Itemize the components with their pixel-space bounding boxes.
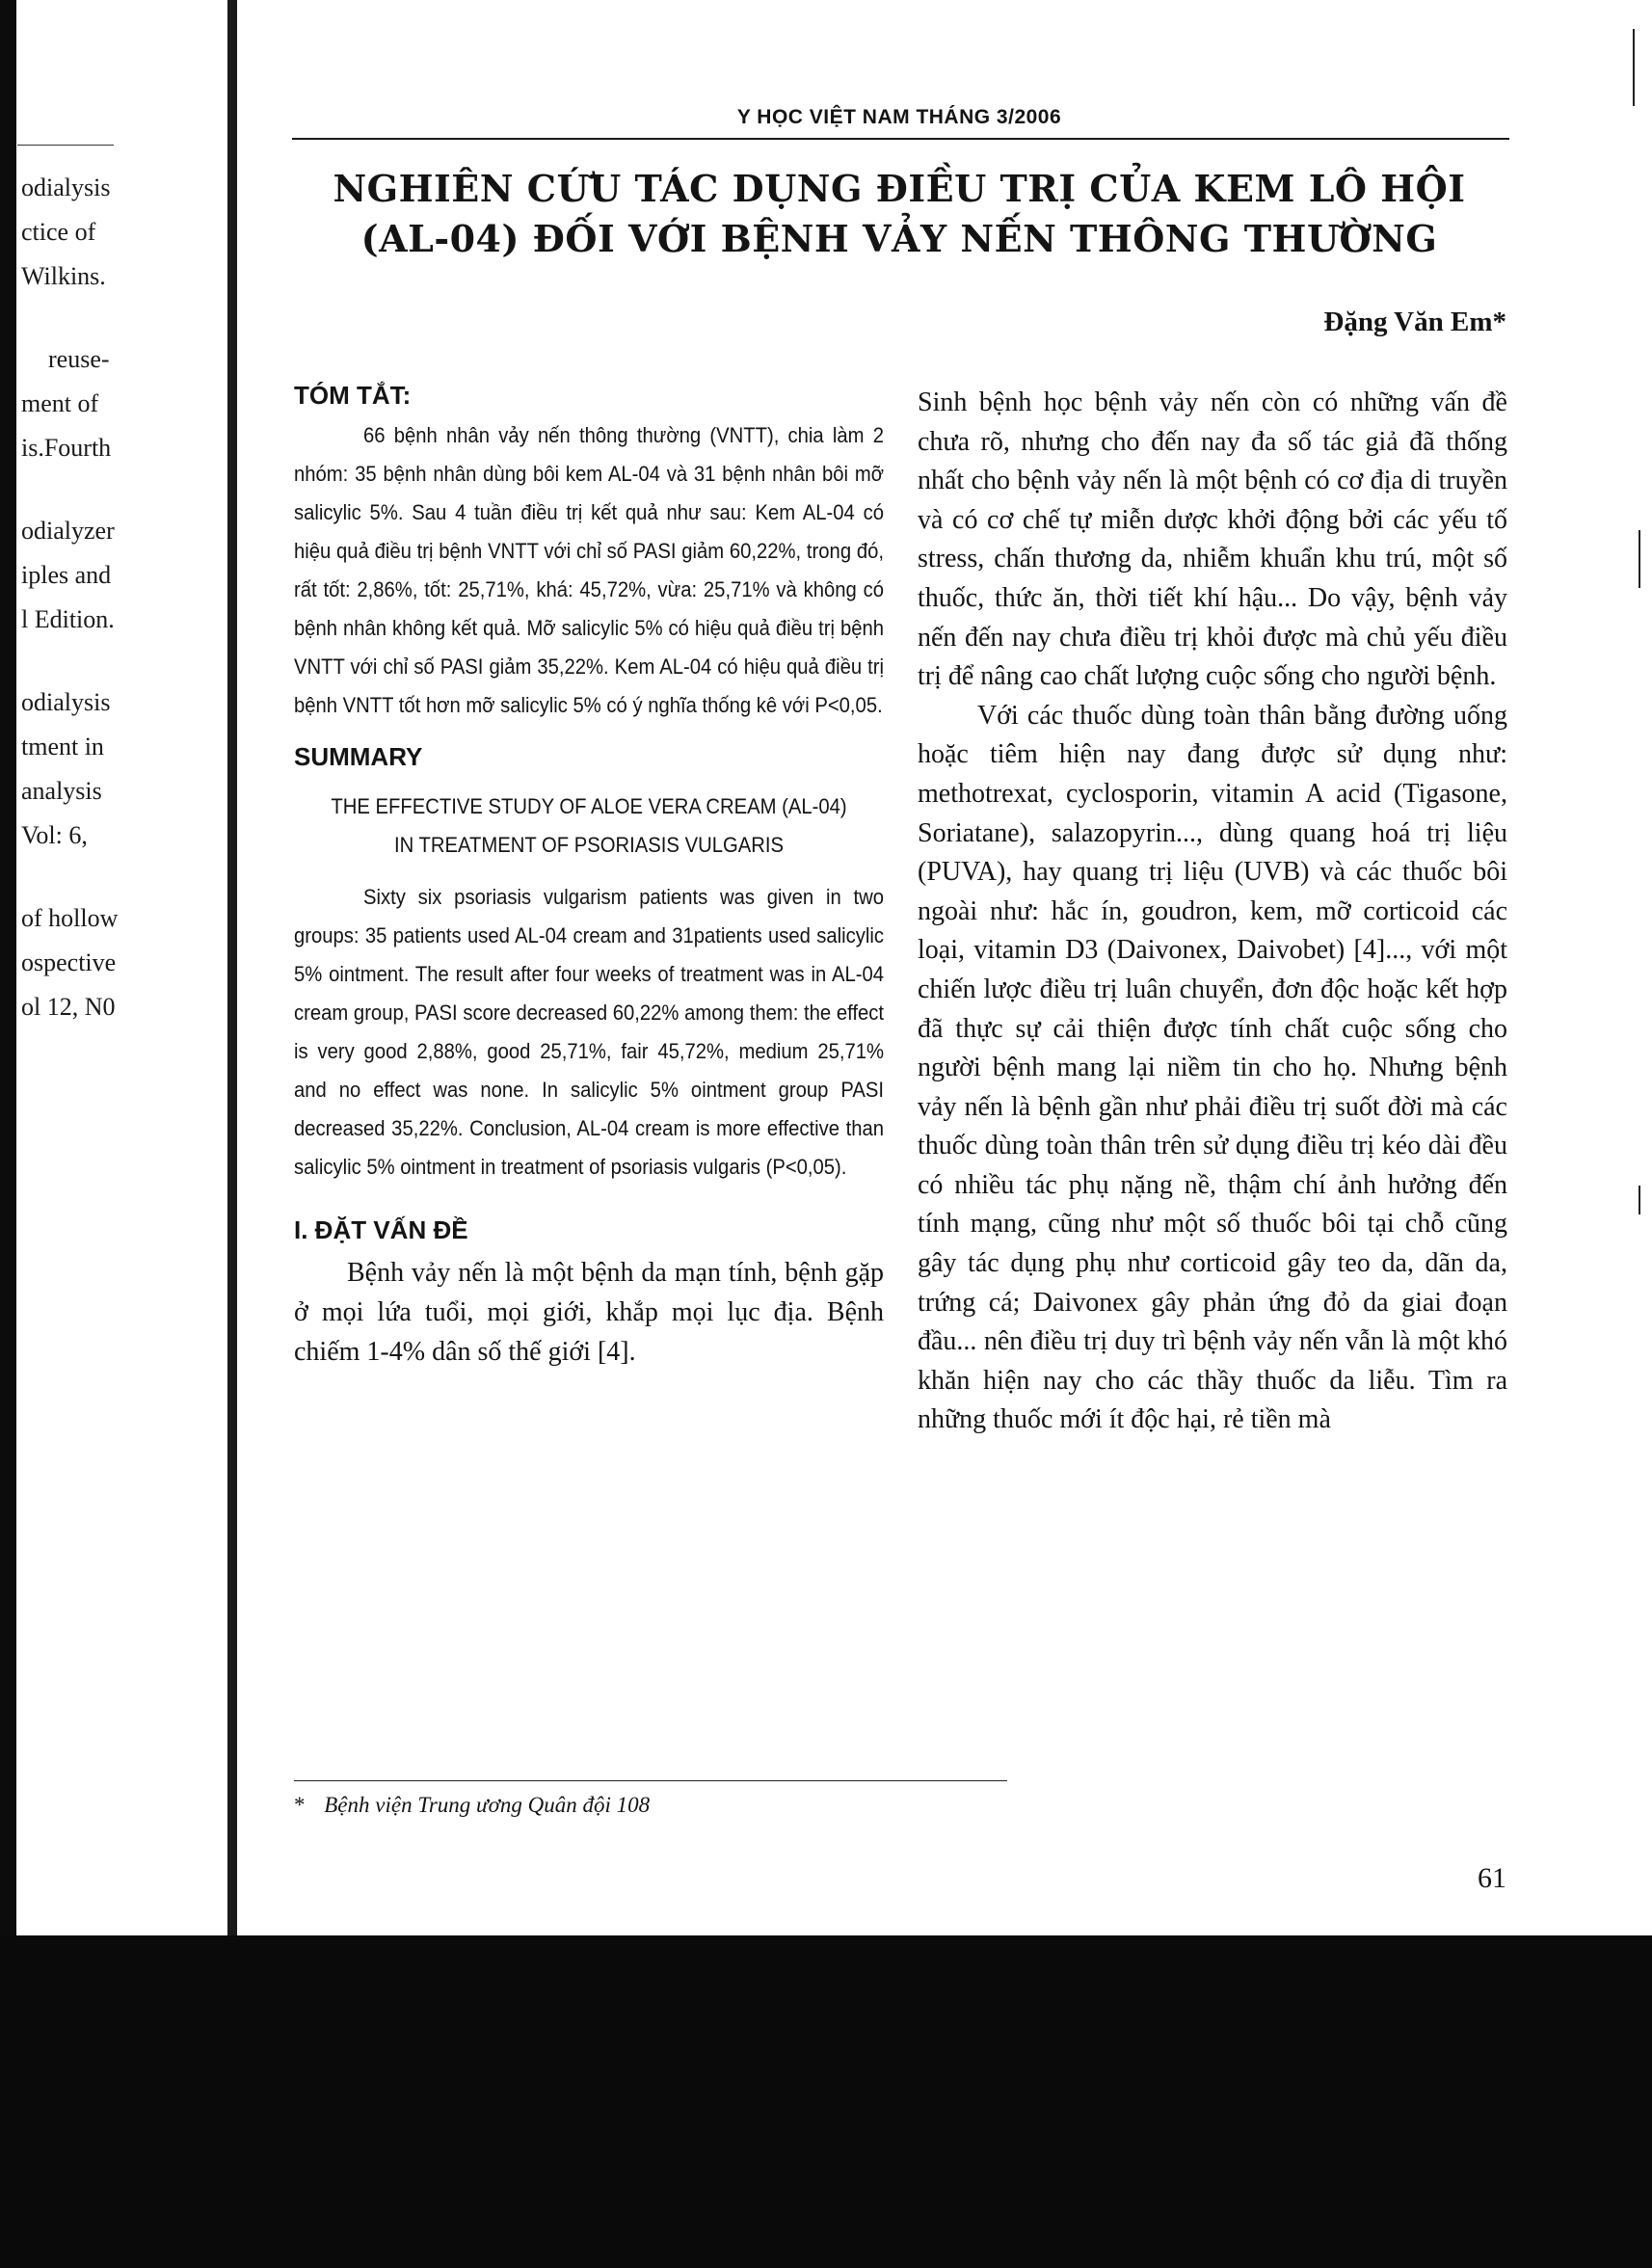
scan-edge-bar <box>0 0 16 1947</box>
page-gutter <box>227 0 237 1947</box>
fragment-line: iples and <box>21 561 112 589</box>
scan-mark <box>1639 1186 1640 1214</box>
summary-title-line-1: THE EFFECTIVE STUDY OF ALOE VERA CREAM (AL-04) <box>331 794 847 818</box>
fragment-line: odialysis <box>21 688 111 716</box>
fragment-line: is.Fourth <box>21 434 112 462</box>
fragment-line: of hollow <box>21 904 119 932</box>
title-line-2: (AL-04) ĐỐI VỚI BỆNH VẢY NẾN THÔNG THƯỜNG <box>360 217 1438 260</box>
scan-bottom-border <box>0 1935 1652 2268</box>
summary-heading: SUMMARY <box>294 742 423 771</box>
fragment-line: analysis <box>21 777 102 805</box>
fragment-line: Vol: 6, <box>21 821 88 849</box>
page-number: 61 <box>1478 1862 1506 1894</box>
title-line-1: NGHIÊN CỨU TÁC DỤNG ĐIỀU TRỊ CỦA KEM LÔ HỘI <box>333 167 1466 210</box>
fragment-gap <box>21 299 219 337</box>
right-paragraph-1: Sinh bệnh học bệnh vảy nến còn có những vấn đề chưa rõ, nhưng cho đến nay đa số tác giả đã thống nhất cho bệnh vảy nến là một bệnh có cơ địa di truyền và có cơ chế tự miễn dược khởi động bởi các yếu tố stress, chấn thương da, nhiễm khuẩn khu trú, một số thuốc, thức ăn, thời tiết khí hậu... Do vậy, bệnh vảy nến đến nay chưa điều trị khỏi được mà chủ yếu điều trị để nâng cao chất lượng cuộc sống cho người bệnh. <box>918 387 1507 692</box>
section-heading: I. ĐẶT VẤN ĐỀ <box>294 1215 468 1244</box>
article-title <box>292 164 1506 264</box>
fragment-line: reuse- <box>48 345 110 373</box>
fragment-line: ment of <box>21 389 99 417</box>
author: Đặng Văn Em* <box>1323 307 1506 337</box>
header-rule <box>292 138 1509 140</box>
previous-page-fragments <box>21 166 219 1029</box>
fragment-line: l Edition. <box>21 605 115 633</box>
summary-title <box>294 787 884 865</box>
fragment-gap <box>21 642 219 680</box>
right-paragraph-2: Với các thuốc dùng toàn thân bằng đường uống hoặc tiêm hiện nay đang được sử dụng như: methotrexat, cyclosporin, vitamin A acid (Tigasone, Soriatane), salazopyrin..., dùng quang hoá trị liệu (PUVA), hay quang trị liệu (UVB) và các thuốc bôi ngoài như: hắc ín, goudron, kem, mỡ corticoid các loại, vitamin D3 (Daivonex, Daivobet) [4]..., với một chiến lược điều trị luân chuyển, đơn độc hoặc kết hợp đã thực sự cải thiện được tính chất cuộc sống cho người bệnh mang lại niềm tin cho họ. Nhưng bệnh vảy nến là bệnh gần như phải điều trị suốt đời mà các thuốc dùng toàn thân trên sử dụng điều trị kéo dài đều có nhiều tác phụ nặng nề, thậm chí ảnh hưởng đến tính mạng, cũng như một số thuốc bôi tại chỗ cũng gây tác dụng phụ như corticoid gây teo da, dãn da, trứng cá; Daivonex gây phản ứng đỏ da giai đoạn đầu... nên điều trị duy trì bệnh vảy nến vẫn là một khó khăn hiện nay cho các thầy thuốc da liễu. Tìm ra những thuốc mới ít độc hại, rẻ tiền mà <box>918 700 1507 1435</box>
fragment-gap <box>21 470 219 509</box>
abstract-heading: TÓM TẮT: <box>294 381 412 410</box>
fragment-line: tment in <box>21 733 104 760</box>
scan-mark <box>1633 29 1635 106</box>
fragment-line: ospective <box>21 948 117 976</box>
running-head: Y HỌC VIỆT NAM THÁNG 3/2006 <box>736 106 1062 128</box>
abstract-text: 66 bệnh nhân vảy nến thông thường (VNTT), chia làm 2 nhóm: 35 bệnh nhân dùng bôi kem AL-04 và 31 bệnh nhân bôi mỡ salicylic 5%. Sau 4 tuần điều trị kết quả như sau: Kem AL-04 có hiệu quả điều trị bệnh VNTT với chỉ số PASI giảm 60,22%, trong đó, rất tốt: 2,86%, tốt: 25,71%, khá: 45,72%, vừa: 25,71% và không có bệnh nhân không kết quả. Mỡ salicylic 5% có hiệu quả điều trị bệnh VNTT với chỉ số PASI giảm 35,22%. Kem AL-04 có hiệu quả điều trị bệnh VNTT tốt hơn mỡ salicylic 5% có ý nghĩa thống kê với P<0,05. <box>294 423 884 717</box>
fragment-line: odialyzer <box>21 517 115 545</box>
fragment-gap <box>21 858 219 896</box>
footnote-rule <box>294 1780 1007 1781</box>
fragment-line: odialysis <box>21 173 111 201</box>
footnote-text: Bệnh viện Trung ương Quân đội 108 <box>324 1793 651 1817</box>
summary-title-line-2: IN TREATMENT OF PSORIASIS VULGARIS <box>394 833 784 857</box>
fragment-line: ol 12, N0 <box>21 993 116 1021</box>
previous-page-rule <box>17 145 114 146</box>
scan-mark <box>1639 530 1640 588</box>
fragment-line: ctice of <box>21 218 96 246</box>
left-column <box>294 381 884 1372</box>
section-text: Bệnh vảy nến là một bệnh da mạn tính, bệnh gặp ở mọi lứa tuổi, mọi giới, khắp mọi lục địa. Bệnh chiếm 1-4% dân số thế giới [4]. <box>294 1258 884 1367</box>
footnote <box>294 1793 1026 1818</box>
right-column <box>918 384 1507 1440</box>
summary-text: Sixty six psoriasis vulgarism patients was given in two groups: 35 patients used AL-04 cream and 31patients used salicylic 5% ointment. The result after four weeks of treatment was in AL-04 cream group, PASI score decreased 60,22% among them: the effect is very good 2,88%, good 25,71%, fair 45,72%, medium 25,71% and no effect was none. In salicylic 5% ointment group PASI decreased 35,22%. Conclusion, AL-04 cream is more effective than salicylic 5% ointment in treatment of psoriasis vulgaris (P<0,05). <box>294 885 884 1179</box>
footnote-marker: * <box>294 1793 306 1817</box>
fragment-line: Wilkins. <box>21 262 106 290</box>
